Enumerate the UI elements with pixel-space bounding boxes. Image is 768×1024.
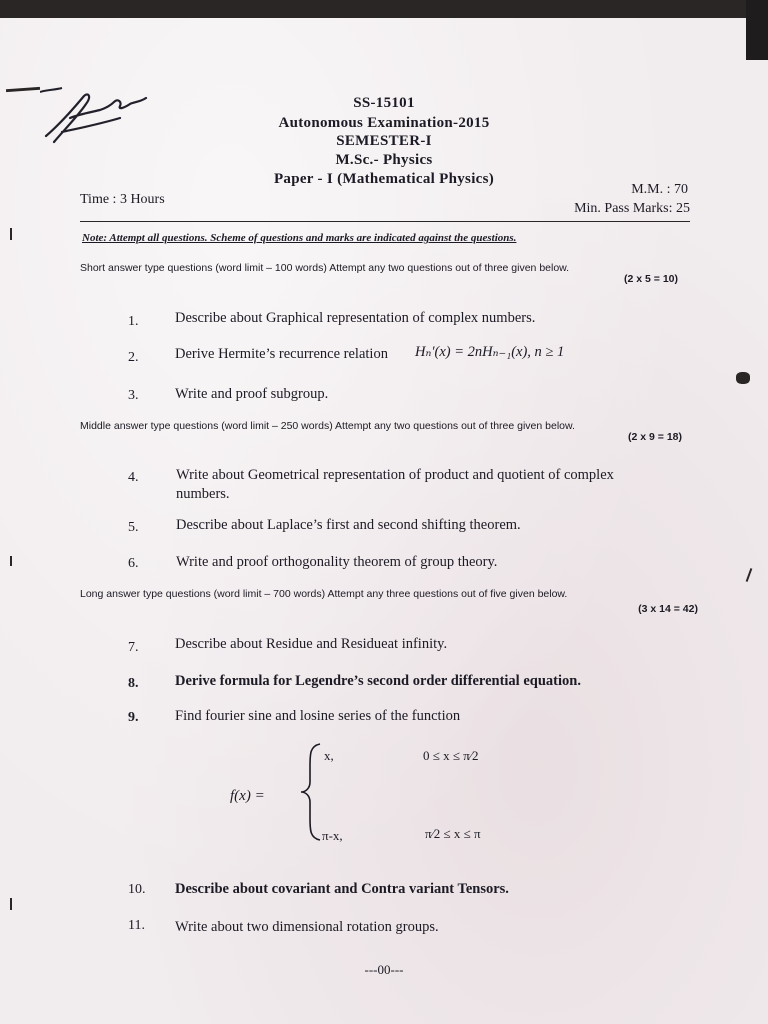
course-title: M.Sc.- Physics: [335, 152, 433, 168]
semester-title: SEMESTER-I: [336, 133, 432, 149]
piecewise-lhs: f(x) =: [230, 788, 265, 804]
question-text: Describe about Graphical representation of complex numbers.: [175, 310, 536, 326]
question-text: Describe about covariant and Contra variant Tensors.: [175, 881, 509, 897]
question-number: 11.: [128, 918, 145, 933]
case1-condition: 0 ≤ x ≤ π⁄2: [423, 748, 479, 763]
end-marker: ---00---: [364, 962, 404, 977]
left-brace: [298, 742, 324, 842]
question-text: Write and proof orthogonality theorem of group theory.: [176, 554, 498, 570]
scan-edge-top: [0, 0, 768, 18]
question-number: 9.: [128, 710, 139, 725]
question-number: 3.: [128, 388, 139, 403]
pass-marks: Min. Pass Marks: 25: [574, 201, 690, 216]
question-number: 4.: [128, 470, 139, 485]
section-marks: (2 x 9 = 18): [628, 431, 682, 443]
section-instruction: Long answer type questions (word limit – 700 words) Attempt any three questions out of five given below.: [80, 588, 568, 600]
scan-edge-right: [746, 0, 768, 60]
scan-speck: [10, 556, 12, 566]
question-text-continued: numbers.: [176, 486, 230, 502]
section-marks: (3 x 14 = 42): [638, 603, 698, 615]
section-instruction: Short answer type questions (word limit – 100 words) Attempt any two questions out of three given below.: [80, 262, 570, 274]
header-rule: [80, 221, 690, 222]
exam-title: Autonomous Examination-2015: [278, 115, 490, 131]
question-text: Write about two dimensional rotation groups.: [175, 919, 439, 935]
question-number: 10.: [128, 882, 146, 897]
case2-expression: π-x,: [322, 828, 343, 843]
question-text: Derive formula for Legendre’s second order differential equation.: [175, 673, 581, 689]
scan-speck: [10, 898, 12, 910]
question-text: Describe about Residue and Residueat infinity.: [175, 636, 448, 652]
case2-condition: π⁄2 ≤ x ≤ π: [425, 826, 481, 841]
case1-expression: x,: [324, 748, 334, 763]
question-text: Describe about Laplace’s first and second shifting theorem.: [176, 517, 521, 533]
question-number: 2.: [128, 350, 139, 365]
question-text: Write and proof subgroup.: [175, 386, 329, 402]
ink-blot: [736, 372, 750, 384]
note-line: Note: Attempt all questions. Scheme of questions and marks are indicated against the questions.: [82, 232, 517, 244]
question-text: Write about Geometrical representation of product and quotient of complex: [176, 467, 614, 483]
section-marks: (2 x 5 = 10): [624, 273, 678, 285]
question-number: 8.: [128, 676, 139, 691]
question-number: 6.: [128, 556, 139, 571]
question-number: 1.: [128, 314, 139, 329]
scan-speck: [10, 228, 12, 240]
paper-code: SS-15101: [353, 95, 415, 111]
question-text: Find fourier sine and losine series of the function: [175, 708, 461, 724]
hermite-formula: Hₙ′(x) = 2nHₙ₋₁(x), n ≥ 1: [415, 344, 565, 360]
paper-title: Paper - I (Mathematical Physics): [273, 171, 495, 187]
question-text: Derive Hermite’s recurrence relation: [175, 346, 388, 362]
section-instruction: Middle answer type questions (word limit – 250 words) Attempt any two questions out of three given below.: [80, 420, 575, 432]
question-number: 5.: [128, 520, 139, 535]
time-limit: Time : 3 Hours: [80, 192, 165, 207]
max-marks: M.M. : 70: [631, 182, 688, 197]
question-number: 7.: [128, 640, 139, 655]
